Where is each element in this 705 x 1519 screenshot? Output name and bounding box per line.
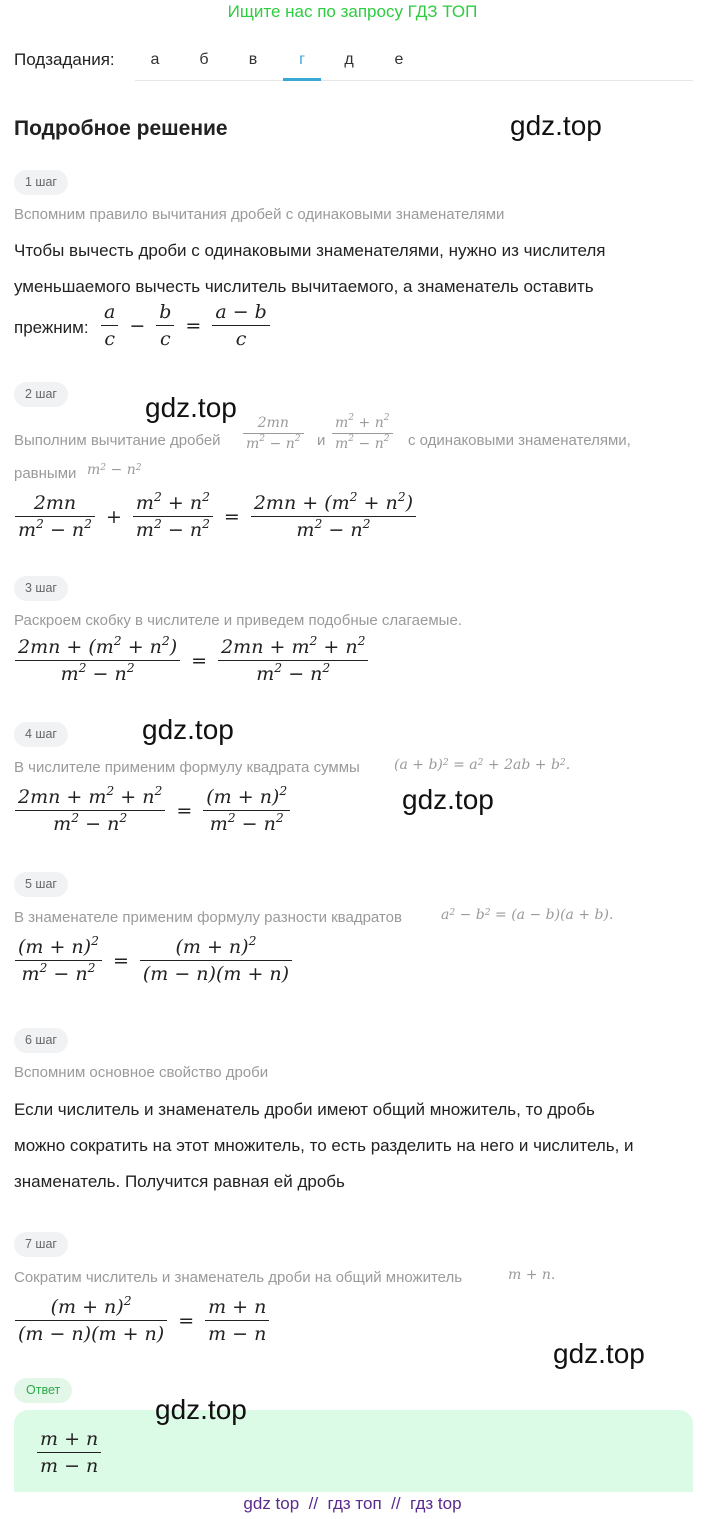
answer-box xyxy=(14,1410,693,1492)
watermark: gdz.top xyxy=(155,1394,247,1425)
footer-link-gdz-top-mixed[interactable]: гдз top xyxy=(410,1494,462,1513)
step-7-factor-inline: m + n. xyxy=(508,1267,556,1283)
step-3-badge: 3 шаг xyxy=(14,576,68,601)
step-7-badge: 7 шаг xyxy=(14,1232,68,1257)
step-2-hint-d: равными xyxy=(14,465,77,482)
step-2-fraction-2: $\frac{m^2 + n^2}{m^2 - n^2}$ xyxy=(329,415,396,452)
section-title: Подробное решение xyxy=(14,117,228,140)
step-6-text-line-2: можно сократить на этот множитель, то есть разделить на него и числитель, и xyxy=(14,1136,634,1155)
step-3-formula: $\frac{2mn + (m^2 + n^2)}{m^2 - n^2}$ = $\frac{2mn + m^2 + n^2}{m^2 - n^2}$ xyxy=(12,636,371,685)
answer-badge: Ответ xyxy=(14,1378,72,1403)
step-5-formula-inline: a $^2$ − b $^2$ = (a − b)(a + b). xyxy=(441,907,614,923)
subtasks-label: Подзадания: xyxy=(14,50,115,69)
step-4-hint: В числителе применим формулу квадрата суммы xyxy=(14,759,360,776)
step-2-hint-c: с одинаковыми знаменателями, xyxy=(408,432,631,449)
tab-d[interactable]: д xyxy=(344,51,354,68)
step-2-formula: $\frac{2mn}{m^2 - n^2}$ + $\frac{m^2 + n^2}{m^2 - n^2}$ = $\frac{2mn + (m^2 + n^2)}{m^2 - n^2}$ xyxy=(12,492,419,541)
step-7-hint: Сократим числитель и знаменатель дроби на общий множитель xyxy=(14,1269,463,1286)
answer-formula: $\frac{m + n}{m - n}$ xyxy=(34,1428,104,1477)
watermark: gdz.top xyxy=(553,1338,645,1369)
step-6-text-line-1: Если числитель и знаменатель дроби имеют общий множитель, то дробь xyxy=(14,1100,595,1119)
step-2-hint-a: Выполним вычитание дробей xyxy=(14,432,221,449)
footer-separator: // xyxy=(308,1494,319,1513)
watermark: gdz.top xyxy=(145,392,237,423)
tab-a[interactable]: а xyxy=(150,51,160,68)
watermark: gdz.top xyxy=(142,714,234,745)
subtasks-tabs xyxy=(135,40,693,81)
step-2-hint-b: и xyxy=(317,432,326,449)
footer-links xyxy=(0,1494,705,1514)
step-4-formula: $\frac{2mn + m^2 + n^2}{m^2 - n^2}$ = $\frac{(m + n)^2}{m^2 - n^2}$ xyxy=(12,786,293,835)
step-4-formula-inline: (a + b) $^2$ = a $^2$ + 2ab + b $^2$ . xyxy=(394,757,571,773)
active-tab-underline xyxy=(283,78,321,81)
footer-link-gdz-top-ru[interactable]: гдз топ xyxy=(327,1494,382,1513)
step-6-text-line-3: знаменатель. Получится равная ей дробь xyxy=(14,1172,345,1191)
footer-link-gdz-top[interactable]: gdz top xyxy=(243,1494,300,1513)
step-5-formula: $\frac{(m + n)^2}{m^2 - n^2}$ = $\frac{(m + n)^2}{(m - n)(m + n)}$ xyxy=(12,936,295,985)
tab-b[interactable]: б xyxy=(199,51,209,68)
watermark: gdz.top xyxy=(402,784,494,815)
promo-banner[interactable]: Ищите нас по запросу ГДЗ ТОП xyxy=(227,2,478,21)
tab-v[interactable]: в xyxy=(248,51,258,68)
step-4-badge: 4 шаг xyxy=(14,722,68,747)
tab-e[interactable]: е xyxy=(394,51,404,68)
step-6-hint: Вспомним основное свойство дроби xyxy=(14,1064,269,1081)
step-2-badge: 2 шаг xyxy=(14,382,68,407)
step-5-badge: 5 шаг xyxy=(14,872,68,897)
step-1-text-line-3: прежним: xyxy=(14,318,89,337)
step-1-formula: $\frac{a}{c}$ − $\frac{b}{c}$ = $\frac{a - b}{c}$ xyxy=(98,301,273,350)
tab-g-active[interactable]: г xyxy=(299,51,305,68)
step-1-text-line-1: Чтобы вычесть дроби с одинаковыми знаменателями, нужно из числителя xyxy=(14,241,606,260)
step-2-fraction-1: $\frac{2mn}{m^2 - n^2}$ xyxy=(240,415,307,452)
step-1-hint: Вспомним правило вычитания дробей с одинаковыми знаменателями xyxy=(14,206,505,223)
step-2-denominator-inline: m $^2$ − n $^2$ xyxy=(87,462,142,478)
watermark: gdz.top xyxy=(510,110,602,141)
step-6-badge: 6 шаг xyxy=(14,1028,68,1053)
step-5-hint: В знаменателе применим формулу разности квадратов xyxy=(14,909,402,926)
step-7-formula: $\frac{(m + n)^2}{(m - n)(m + n)}$ = $\frac{m + n}{m - n}$ xyxy=(12,1296,272,1345)
step-1-badge: 1 шаг xyxy=(14,170,68,195)
step-1-text-line-2: уменьшаемого вычесть числитель вычитаемого, а знаменатель оставить xyxy=(14,277,594,296)
step-3-hint: Раскроем скобку в числителе и приведем подобные слагаемые. xyxy=(14,612,462,629)
footer-separator: // xyxy=(391,1494,401,1513)
